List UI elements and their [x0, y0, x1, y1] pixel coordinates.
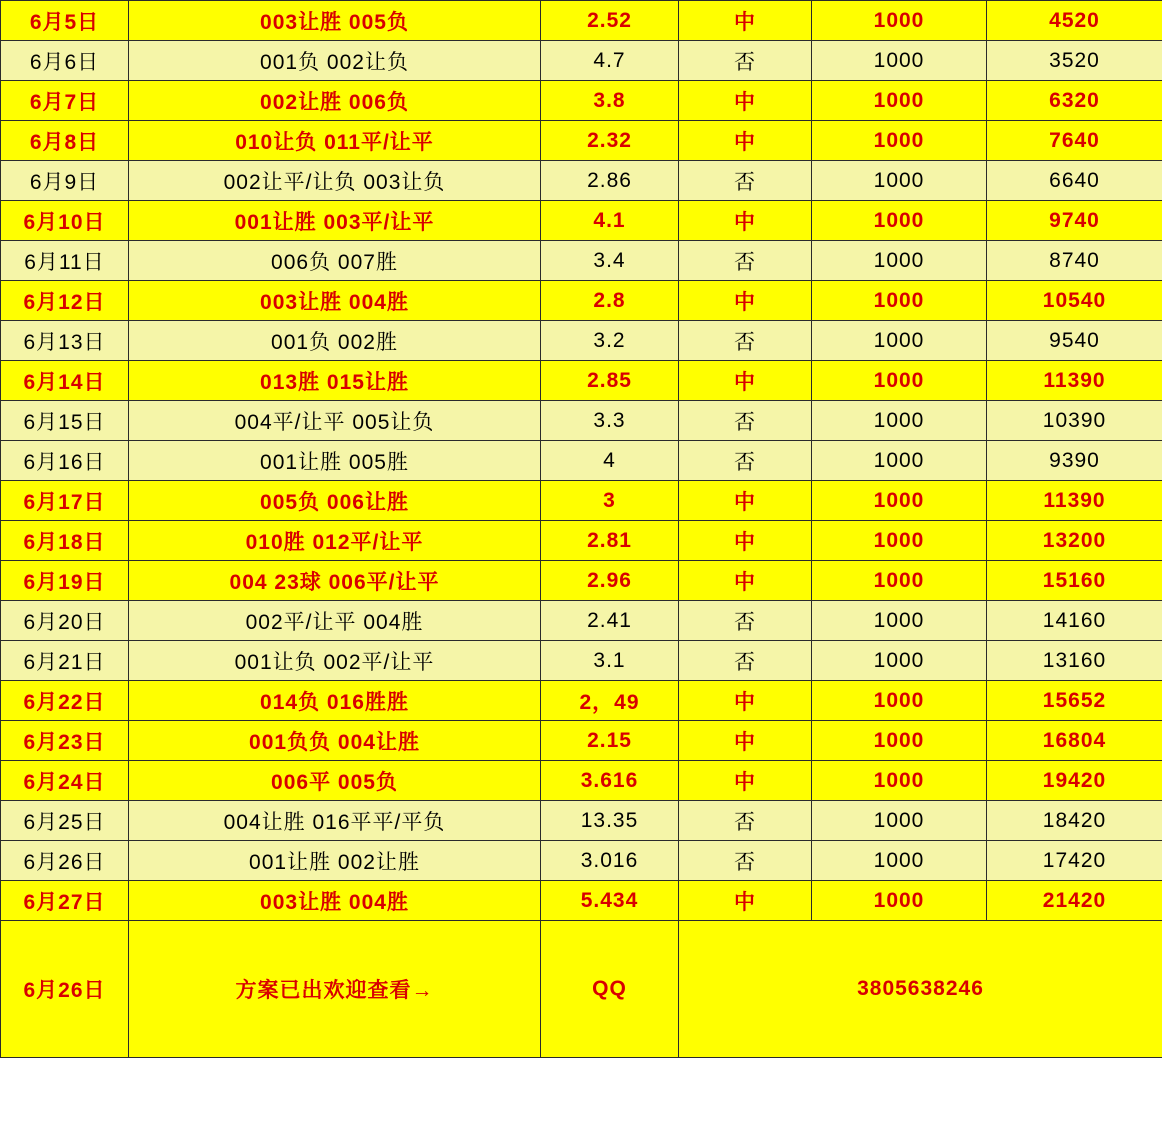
cell-stake: 1000 [812, 721, 987, 761]
cell-running-total: 9740 [987, 201, 1162, 241]
cell-running-total: 13200 [987, 521, 1162, 561]
cell-pick: 002让胜 006负 [129, 81, 541, 121]
cell-stake: 1000 [812, 361, 987, 401]
cell-odds: 2，49 [541, 681, 679, 721]
table-row [1, 1, 1162, 41]
cell-date: 6月12日 [1, 281, 129, 321]
cell-stake: 1000 [812, 761, 987, 801]
cell-date: 6月14日 [1, 361, 129, 401]
cell-date: 6月23日 [1, 721, 129, 761]
cell-running-total: 19420 [987, 761, 1162, 801]
cell-stake: 1000 [812, 801, 987, 841]
cell-stake: 1000 [812, 281, 987, 321]
cell-date: 6月11日 [1, 241, 129, 281]
promo-date: 6月26日 [1, 921, 129, 1058]
cell-hit-status: 中 [679, 561, 812, 601]
table-row [1, 841, 1162, 881]
cell-pick: 001让负 002平/让平 [129, 641, 541, 681]
table-row [1, 121, 1162, 161]
cell-odds: 3.8 [541, 81, 679, 121]
cell-running-total: 3520 [987, 41, 1162, 81]
cell-stake: 1000 [812, 881, 987, 921]
cell-stake: 1000 [812, 121, 987, 161]
cell-date: 6月22日 [1, 681, 129, 721]
cell-stake: 1000 [812, 681, 987, 721]
cell-hit-status: 否 [679, 601, 812, 641]
cell-hit-status: 中 [679, 1, 812, 41]
cell-pick: 002让平/让负 003让负 [129, 161, 541, 201]
cell-hit-status: 否 [679, 641, 812, 681]
cell-running-total: 11390 [987, 361, 1162, 401]
cell-stake: 1000 [812, 1, 987, 41]
cell-hit-status: 否 [679, 401, 812, 441]
cell-pick: 004平/让平 005让负 [129, 401, 541, 441]
cell-pick: 010让负 011平/让平 [129, 121, 541, 161]
cell-stake: 1000 [812, 201, 987, 241]
cell-pick: 001负 002让负 [129, 41, 541, 81]
cell-odds: 3.2 [541, 321, 679, 361]
promo-qq-label: QQ [541, 921, 679, 1058]
cell-stake: 1000 [812, 641, 987, 681]
cell-stake: 1000 [812, 441, 987, 481]
cell-running-total: 6320 [987, 81, 1162, 121]
cell-odds: 2.52 [541, 1, 679, 41]
cell-date: 6月5日 [1, 1, 129, 41]
cell-hit-status: 中 [679, 121, 812, 161]
table-row [1, 281, 1162, 321]
cell-pick: 003让胜 005负 [129, 1, 541, 41]
cell-stake: 1000 [812, 41, 987, 81]
table-row [1, 561, 1162, 601]
cell-date: 6月18日 [1, 521, 129, 561]
cell-stake: 1000 [812, 321, 987, 361]
cell-pick: 006负 007胜 [129, 241, 541, 281]
cell-odds: 2.86 [541, 161, 679, 201]
table-row [1, 481, 1162, 521]
cell-odds: 2.96 [541, 561, 679, 601]
cell-running-total: 9540 [987, 321, 1162, 361]
cell-running-total: 15652 [987, 681, 1162, 721]
cell-hit-status: 中 [679, 521, 812, 561]
cell-date: 6月25日 [1, 801, 129, 841]
cell-odds: 2.32 [541, 121, 679, 161]
cell-running-total: 13160 [987, 641, 1162, 681]
cell-date: 6月8日 [1, 121, 129, 161]
cell-pick: 001负 002胜 [129, 321, 541, 361]
cell-hit-status: 中 [679, 281, 812, 321]
cell-pick: 010胜 012平/让平 [129, 521, 541, 561]
table-row [1, 801, 1162, 841]
cell-hit-status: 中 [679, 721, 812, 761]
cell-odds: 3.4 [541, 241, 679, 281]
cell-hit-status: 中 [679, 761, 812, 801]
cell-running-total: 10540 [987, 281, 1162, 321]
table-row [1, 601, 1162, 641]
cell-hit-status: 否 [679, 41, 812, 81]
cell-stake: 1000 [812, 521, 987, 561]
cell-running-total: 4520 [987, 1, 1162, 41]
cell-date: 6月7日 [1, 81, 129, 121]
table-row [1, 161, 1162, 201]
cell-running-total: 16804 [987, 721, 1162, 761]
promo-row [1, 921, 1162, 1058]
cell-running-total: 8740 [987, 241, 1162, 281]
table-row [1, 761, 1162, 801]
cell-hit-status: 中 [679, 81, 812, 121]
cell-date: 6月17日 [1, 481, 129, 521]
cell-odds: 3.016 [541, 841, 679, 881]
cell-hit-status: 否 [679, 441, 812, 481]
cell-odds: 2.8 [541, 281, 679, 321]
cell-hit-status: 否 [679, 841, 812, 881]
cell-pick: 001让胜 003平/让平 [129, 201, 541, 241]
cell-date: 6月21日 [1, 641, 129, 681]
promo-message[interactable]: 方案已出欢迎查看→ [129, 921, 541, 1058]
cell-hit-status: 否 [679, 241, 812, 281]
cell-pick: 003让胜 004胜 [129, 281, 541, 321]
table-body [1, 1, 1162, 1058]
cell-pick: 006平 005负 [129, 761, 541, 801]
table-row [1, 441, 1162, 481]
cell-running-total: 17420 [987, 841, 1162, 881]
cell-stake: 1000 [812, 401, 987, 441]
cell-pick: 001负负 004让胜 [129, 721, 541, 761]
cell-odds: 3.616 [541, 761, 679, 801]
cell-date: 6月6日 [1, 41, 129, 81]
table-row [1, 401, 1162, 441]
cell-running-total: 18420 [987, 801, 1162, 841]
cell-running-total: 11390 [987, 481, 1162, 521]
cell-pick: 013胜 015让胜 [129, 361, 541, 401]
table-row [1, 321, 1162, 361]
table-row [1, 521, 1162, 561]
cell-odds: 3.1 [541, 641, 679, 681]
cell-pick: 004 23球 006平/让平 [129, 561, 541, 601]
cell-pick: 003让胜 004胜 [129, 881, 541, 921]
cell-hit-status: 否 [679, 801, 812, 841]
cell-hit-status: 中 [679, 361, 812, 401]
table-row [1, 681, 1162, 721]
cell-date: 6月10日 [1, 201, 129, 241]
cell-odds: 4.1 [541, 201, 679, 241]
cell-odds: 2.81 [541, 521, 679, 561]
cell-pick: 014负 016胜胜 [129, 681, 541, 721]
cell-pick: 004让胜 016平平/平负 [129, 801, 541, 841]
cell-date: 6月24日 [1, 761, 129, 801]
cell-date: 6月16日 [1, 441, 129, 481]
cell-date: 6月19日 [1, 561, 129, 601]
promo-qq-number[interactable]: 3805638246 [679, 921, 1162, 1058]
cell-hit-status: 中 [679, 481, 812, 521]
cell-hit-status: 否 [679, 161, 812, 201]
cell-odds: 4.7 [541, 41, 679, 81]
cell-stake: 1000 [812, 841, 987, 881]
cell-odds: 4 [541, 441, 679, 481]
table-row [1, 81, 1162, 121]
cell-running-total: 15160 [987, 561, 1162, 601]
table-row [1, 41, 1162, 81]
cell-running-total: 14160 [987, 601, 1162, 641]
cell-running-total: 10390 [987, 401, 1162, 441]
cell-date: 6月15日 [1, 401, 129, 441]
cell-date: 6月13日 [1, 321, 129, 361]
table-row [1, 721, 1162, 761]
cell-odds: 2.41 [541, 601, 679, 641]
cell-stake: 1000 [812, 161, 987, 201]
cell-date: 6月27日 [1, 881, 129, 921]
table-row [1, 241, 1162, 281]
cell-odds: 3.3 [541, 401, 679, 441]
cell-odds: 13.35 [541, 801, 679, 841]
cell-hit-status: 中 [679, 881, 812, 921]
cell-running-total: 7640 [987, 121, 1162, 161]
table-row [1, 881, 1162, 921]
cell-pick: 001让胜 002让胜 [129, 841, 541, 881]
cell-hit-status: 中 [679, 201, 812, 241]
cell-date: 6月9日 [1, 161, 129, 201]
cell-running-total: 21420 [987, 881, 1162, 921]
cell-stake: 1000 [812, 601, 987, 641]
cell-running-total: 9390 [987, 441, 1162, 481]
cell-pick: 005负 006让胜 [129, 481, 541, 521]
cell-stake: 1000 [812, 481, 987, 521]
cell-odds: 3 [541, 481, 679, 521]
cell-running-total: 6640 [987, 161, 1162, 201]
cell-odds: 5.434 [541, 881, 679, 921]
table-row [1, 201, 1162, 241]
cell-pick: 001让胜 005胜 [129, 441, 541, 481]
cell-date: 6月20日 [1, 601, 129, 641]
cell-pick: 002平/让平 004胜 [129, 601, 541, 641]
table-row [1, 641, 1162, 681]
cell-stake: 1000 [812, 241, 987, 281]
table-row [1, 361, 1162, 401]
cell-stake: 1000 [812, 81, 987, 121]
cell-odds: 2.85 [541, 361, 679, 401]
cell-odds: 2.15 [541, 721, 679, 761]
cell-hit-status: 中 [679, 681, 812, 721]
cell-stake: 1000 [812, 561, 987, 601]
cell-hit-status: 否 [679, 321, 812, 361]
cell-date: 6月26日 [1, 841, 129, 881]
